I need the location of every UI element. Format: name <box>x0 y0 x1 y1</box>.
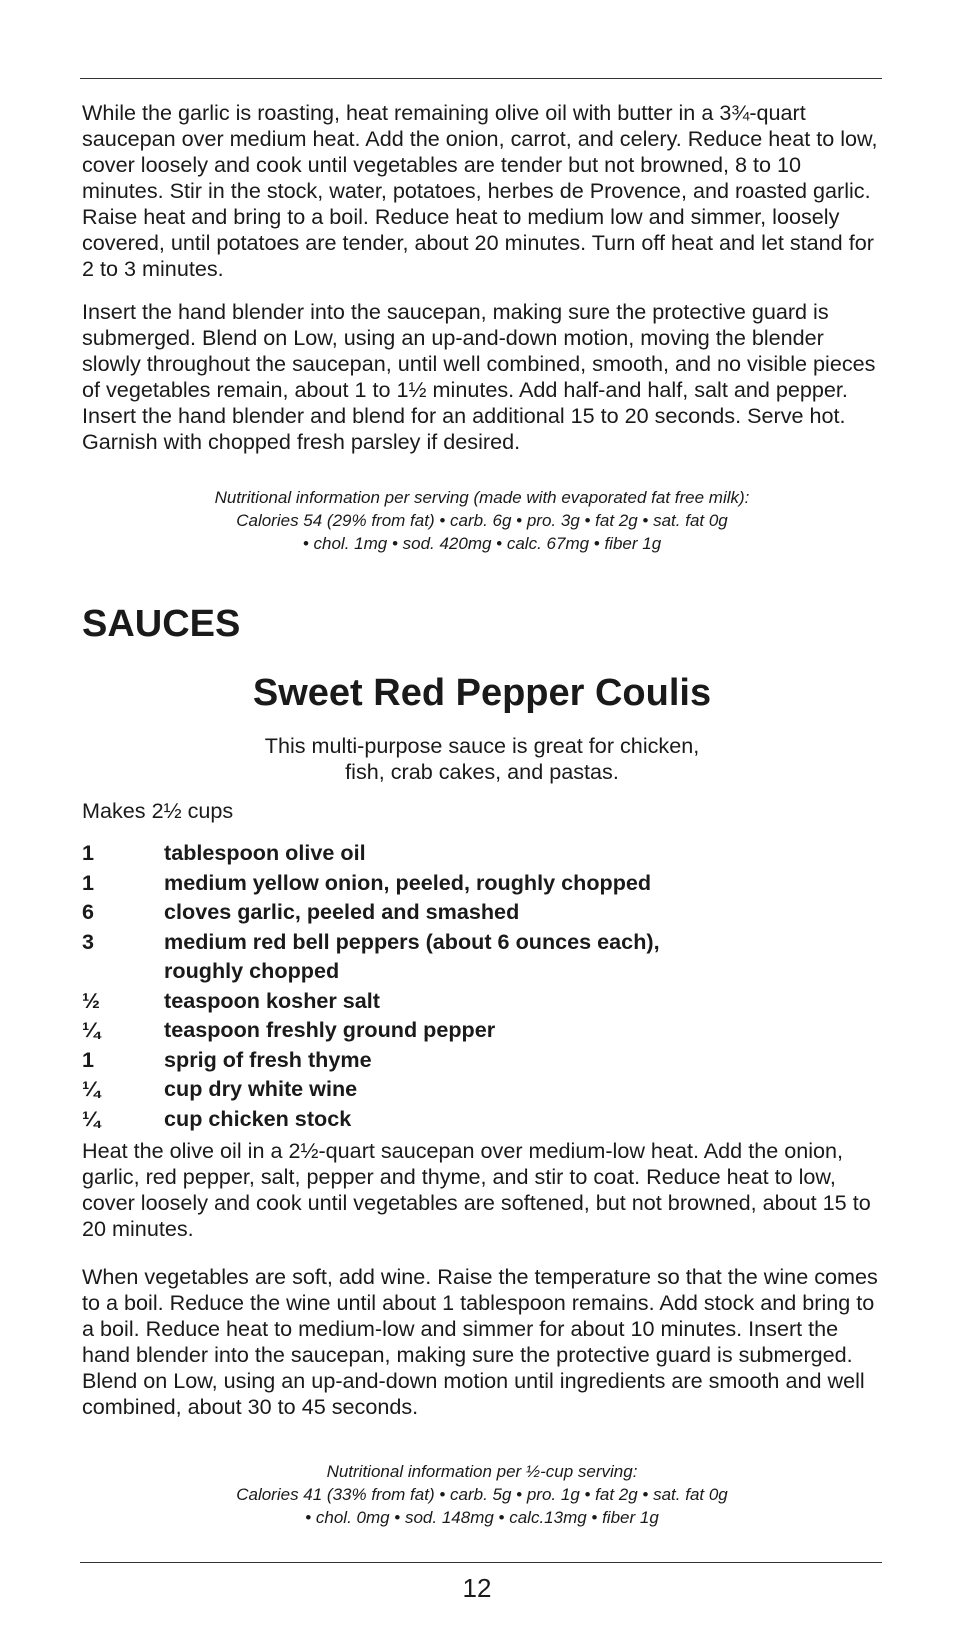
ingredient-item <box>82 1074 882 1104</box>
ingredient-quantity: ¼ <box>82 1076 101 1101</box>
ingredient-list <box>82 838 882 1133</box>
ingredient-text: tablespoon olive oil <box>164 840 366 865</box>
ingredient-quantity: 1 <box>82 1046 95 1072</box>
recipe-yield: Makes 2½ cups <box>82 798 234 823</box>
bottom-rule <box>80 1562 882 1563</box>
ingredient-text <box>164 927 882 986</box>
ingredient-item <box>82 927 882 986</box>
nutrition-line: Calories 41 (33% from fat) • carb. 5g • pro. 1g • fat 2g • sat. fat 0g <box>236 1485 728 1504</box>
ingredient-quantity: 1 <box>82 840 95 865</box>
nutrition-line: Nutritional information per serving (made with evaporated fat free milk): <box>214 488 750 507</box>
ingredient-item <box>82 838 882 868</box>
ingredient-text: cup dry white wine <box>164 1076 358 1101</box>
ingredient-item <box>82 868 882 898</box>
ingredient-item <box>82 986 882 1016</box>
ingredient-item <box>82 1104 882 1134</box>
sauce-directions-paragraph-2: When vegetables are soft, add wine. Raise the temperature so that the wine comes to a boil. Reduce the wine until about 1 tablespoon remains. Add stock and bring to a boil. Reduce heat to medium-low and simmer for about 10 minutes. Insert the hand blender into the saucepan, making sure the protective guard is submerged. Blend on Low, using an up-and-down motion until ingredients are smooth and well combined, about 30 to 45 seconds. <box>82 1264 878 1419</box>
top-rule <box>80 78 882 79</box>
ingredient-text: teaspoon kosher salt <box>164 987 381 1013</box>
ingredient-quantity: ¼ <box>82 1105 101 1131</box>
ingredient-text: medium yellow onion, peeled, roughly chopped <box>164 869 652 895</box>
ingredient-text: sprig of fresh thyme <box>164 1046 372 1072</box>
recipe-title: Sweet Red Pepper Coulis <box>252 672 712 714</box>
ingredient-quantity: 6 <box>82 899 95 924</box>
ingredient-quantity: ½ <box>82 987 101 1013</box>
soup-nutrition-info <box>82 486 882 555</box>
page-number: 12 <box>462 1573 492 1603</box>
nutrition-line: Calories 54 (29% from fat) • carb. 6g • pro. 3g • fat 2g • sat. fat 0g <box>236 511 728 530</box>
ingredient-quantity: ¼ <box>82 1017 101 1042</box>
nutrition-line: Nutritional information per ½-cup serving: <box>326 1462 638 1481</box>
ingredient-text-line: roughly chopped <box>164 958 340 983</box>
ingredient-item <box>82 1045 882 1075</box>
ingredient-text: cloves garlic, peeled and smashed <box>164 899 520 924</box>
ingredient-quantity: 1 <box>82 869 95 895</box>
sauce-nutrition-info <box>82 1460 882 1529</box>
ingredient-text-line: medium red bell peppers (about 6 ounces each), <box>164 928 660 954</box>
intro-line: fish, crab cakes, and pastas. <box>345 759 619 784</box>
nutrition-line: • chol. 1mg • sod. 420mg • calc. 67mg • fiber 1g <box>302 534 662 553</box>
ingredient-item <box>82 1015 882 1045</box>
sauce-directions-paragraph-1: Heat the olive oil in a 2½-quart saucepan over medium-low heat. Add the onion, garlic, red pepper, salt, pepper and thyme, and stir to coat. Reduce heat to low, cover loosely and cook until vegetables are softened, but not browned, about 15 to 20 minutes. <box>82 1138 871 1241</box>
nutrition-line: • chol. 0mg • sod. 148mg • calc.13mg • fiber 1g <box>305 1508 659 1527</box>
ingredient-text: cup chicken stock <box>164 1105 352 1131</box>
section-title: SAUCES <box>82 603 241 645</box>
intro-line: This multi-purpose sauce is great for chicken, <box>264 733 700 758</box>
ingredient-text: teaspoon freshly ground pepper <box>164 1017 496 1042</box>
recipe-intro <box>82 733 882 785</box>
soup-directions-paragraph-2: Insert the hand blender into the saucepan, making sure the protective guard is submerged. Blend on Low, using an up-and-down motion, moving the blender slowly throughout the saucepan, until well combined, smooth, and no visible pieces of vegetables remain, about 1 to 1½ minutes. Add half-and half, salt and pepper. Insert the hand blender and blend for an additional 15 to 20 seconds. Serve hot. Garnish with chopped fresh parsley if desired. <box>82 299 876 454</box>
ingredient-item <box>82 897 882 927</box>
ingredient-quantity: 3 <box>82 928 95 954</box>
soup-directions-paragraph-1: While the garlic is roasting, heat remaining olive oil with butter in a 3¾-quart saucepan over medium heat. Add the onion, carrot, and celery. Reduce heat to low, cover loosely and cook until vegetables are tender but not browned, 8 to 10 minutes. Stir in the stock, water, potatoes, herbes de Provence, and roasted garlic. Raise heat and bring to a boil. Reduce heat to medium low and simmer, loosely covered, until potatoes are tender, about 20 minutes. Turn off heat and let stand for 2 to 3 minutes. <box>82 100 878 281</box>
